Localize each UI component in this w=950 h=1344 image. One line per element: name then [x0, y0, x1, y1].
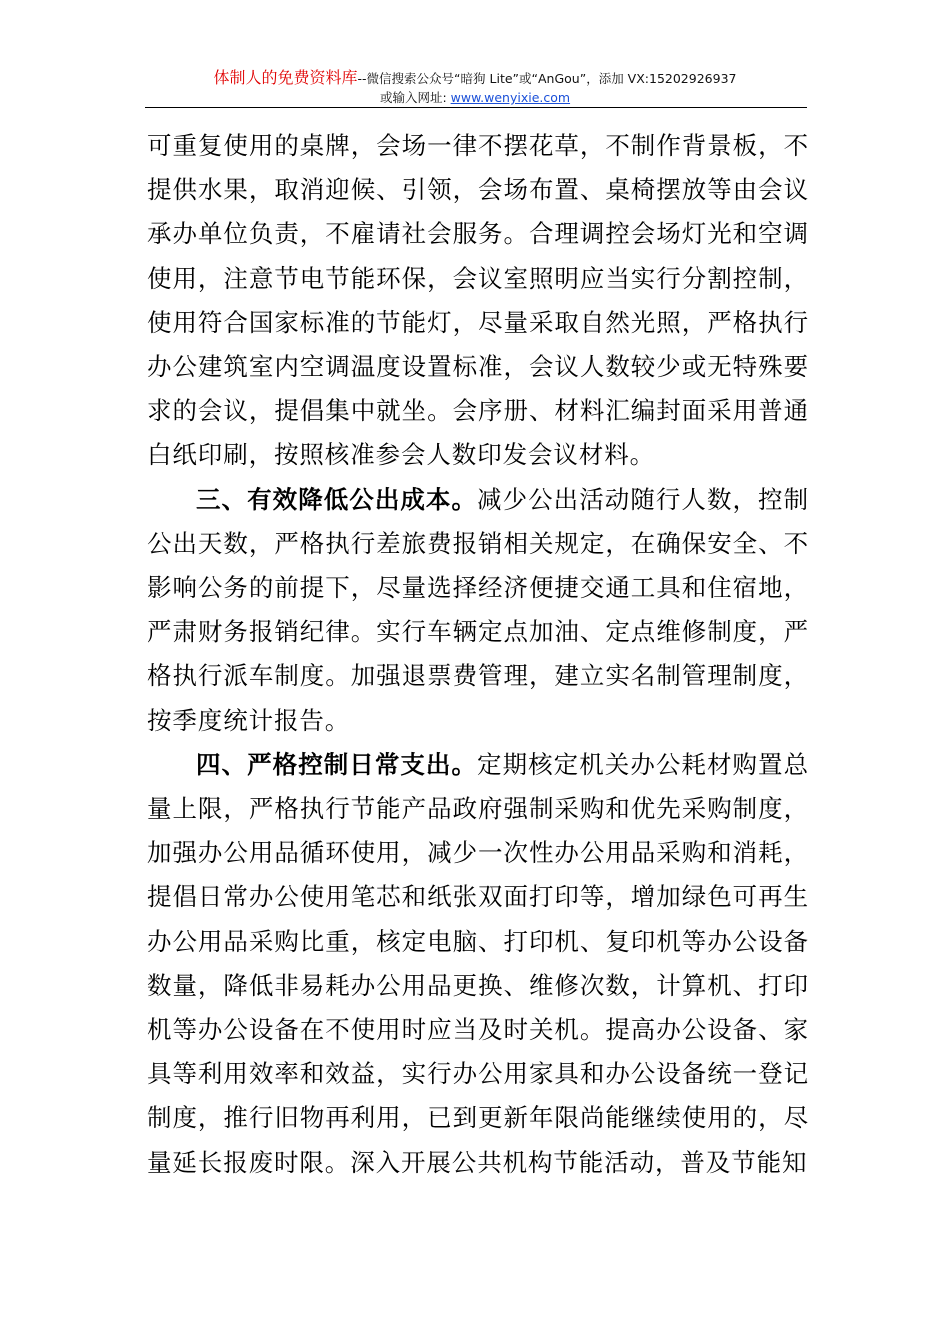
page-header: [145, 68, 805, 107]
header-line-1: [145, 68, 805, 89]
section-3-text: 减少公出活动随行人数，控制公出天数，严格执行差旅费报销相关规定，在确保安全、不影响公务的前提下，尽量选择经济便捷交通工具和住宿地，严肃财务报销纪律。实行车辆定点加油、定点维修制度，严格执行派车制度。加强退票费管理，建立实名制管理制度，按季度统计报告。: [147, 484, 809, 735]
header-contact-info: --微信搜索公众号“暗狗 Lite”或“AnGou”，添加 VX:15202926937: [357, 71, 737, 86]
document-body: [147, 124, 809, 1185]
section-4-text: 定期核定机关办公耗材购置总量上限，严格执行节能产品政府强制采购和优先采购制度，加强办公用品循环使用，减少一次性办公用品采购和消耗，提倡日常办公使用笔芯和纸张双面打印等，增加绿色可再生办公用品采购比重，核定电脑、打印机、复印机等办公设备数量，降低非易耗办公用品更换、维修次数，计算机、打印机等办公设备在不使用时应当及时关机。提高办公设备、家具等利用效率和效益，实行办公用家具和办公设备统一登记制度，推行旧物再利用，已到更新年限尚能继续使用的，尽量延长报废时限。深入开展公共机构节能活动，普及节能知: [147, 749, 809, 1177]
paragraph-continued: 可重复使用的桌牌，会场一律不摆花草，不制作背景板，不提供水果，取消迎候、引领，会场布置、桌椅摆放等由会议承办单位负责，不雇请社会服务。合理调控会场灯光和空调使用，注意节电节能环保，会议室照明应当实行分割控制，使用符合国家标准的节能灯，尽量采取自然光照，严格执行办公建筑室内空调温度设置标准，会议人数较少或无特殊要求的会议，提倡集中就坐。会序册、材料汇编封面采用普通白纸印刷，按照核准参会人数印发会议材料。: [147, 131, 809, 470]
header-url-link[interactable]: www.wenyixie.com: [450, 90, 571, 105]
section-3-heading: 三、有效降低公出成本。: [196, 484, 478, 514]
paragraph-section-4: [147, 743, 809, 1185]
header-line-2: [145, 89, 805, 107]
paragraph-section-3: [147, 478, 809, 743]
section-4-heading: 四、严格控制日常支出。: [196, 749, 478, 779]
header-brand: 体制人的免费资料库: [213, 68, 358, 87]
header-url-prefix: 或输入网址:: [379, 90, 451, 105]
header-divider: [145, 107, 807, 108]
